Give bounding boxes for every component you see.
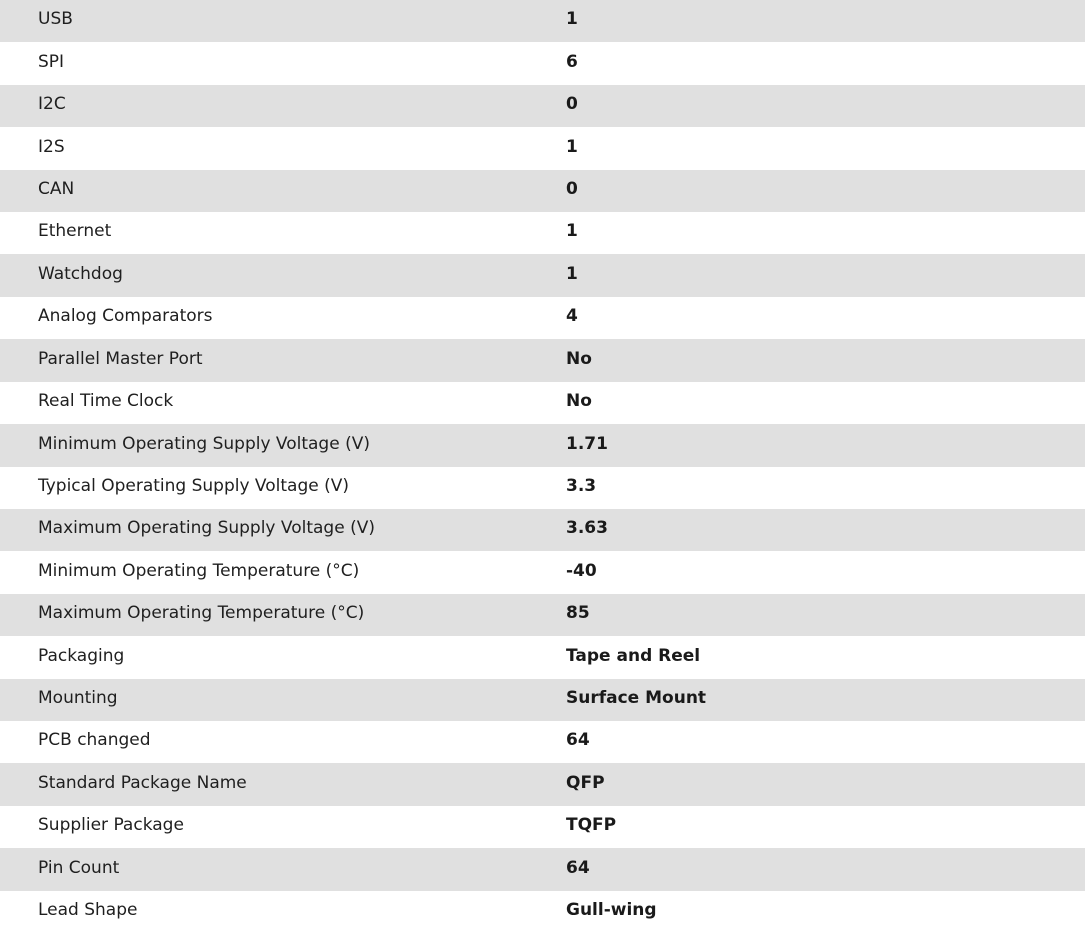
table-row [0, 212, 1085, 254]
table-row [0, 509, 1085, 551]
table-row [0, 721, 1085, 763]
table-row [0, 85, 1085, 127]
table-row [0, 0, 1085, 42]
spec-value: 1.71 [566, 434, 608, 454]
spec-label: Typical Operating Supply Voltage (V) [38, 476, 349, 496]
spec-label: Supplier Package [38, 815, 184, 835]
table-row [0, 254, 1085, 297]
table-row [0, 636, 1085, 679]
spec-label: Analog Comparators [38, 306, 213, 326]
spec-value: 3.3 [566, 476, 597, 496]
spec-label: Real Time Clock [38, 391, 174, 411]
spec-label: I2C [38, 94, 66, 114]
spec-label: SPI [38, 52, 65, 72]
spec-label: Mounting [38, 688, 118, 708]
spec-value: No [566, 391, 592, 411]
spec-value: -40 [566, 561, 597, 581]
table-row [0, 297, 1085, 339]
spec-value: 4 [566, 306, 578, 326]
table-row [0, 848, 1085, 891]
spec-value: Tape and Reel [566, 646, 701, 666]
spec-label: Standard Package Name [38, 773, 247, 793]
spec-value: 1 [566, 137, 578, 157]
spec-value: 1 [566, 264, 578, 284]
spec-value: QFP [566, 773, 605, 793]
table-row [0, 594, 1085, 636]
spec-label: Parallel Master Port [38, 349, 203, 369]
spec-label: Minimum Operating Temperature (°C) [38, 561, 360, 581]
table-row [0, 127, 1085, 170]
spec-value: 1 [566, 9, 578, 29]
spec-value: TQFP [566, 815, 617, 835]
spec-label: PCB changed [38, 730, 151, 750]
table-row [0, 382, 1085, 424]
spec-label: Maximum Operating Supply Voltage (V) [38, 518, 375, 538]
spec-value: 64 [566, 730, 590, 750]
table-row [0, 339, 1085, 382]
table-row [0, 42, 1085, 85]
spec-label: USB [38, 9, 73, 29]
spec-label: Pin Count [38, 858, 120, 878]
spec-label: CAN [38, 179, 75, 199]
spec-value: 3.63 [566, 518, 608, 538]
spec-label: Watchdog [38, 264, 123, 284]
spec-label: Maximum Operating Temperature (°C) [38, 603, 365, 623]
spec-label: I2S [38, 137, 65, 157]
table-row [0, 806, 1085, 848]
table-row [0, 170, 1085, 212]
table-row [0, 424, 1085, 467]
spec-value: 1 [566, 221, 578, 241]
table-row [0, 551, 1085, 594]
table-row [0, 679, 1085, 721]
spec-value: 6 [566, 52, 578, 72]
spec-label: Ethernet [38, 221, 112, 241]
table-row [0, 891, 1085, 933]
spec-value: 0 [566, 94, 578, 114]
spec-value: Gull-wing [566, 900, 657, 920]
spec-value: No [566, 349, 592, 369]
spec-value: 64 [566, 858, 590, 878]
spec-label: Packaging [38, 646, 125, 666]
table-row [0, 467, 1085, 509]
spec-label: Lead Shape [38, 900, 138, 920]
spec-value: 0 [566, 179, 578, 199]
spec-label: Minimum Operating Supply Voltage (V) [38, 434, 370, 454]
spec-value: 85 [566, 603, 590, 623]
spec-value: Surface Mount [566, 688, 707, 708]
table-row [0, 763, 1085, 806]
